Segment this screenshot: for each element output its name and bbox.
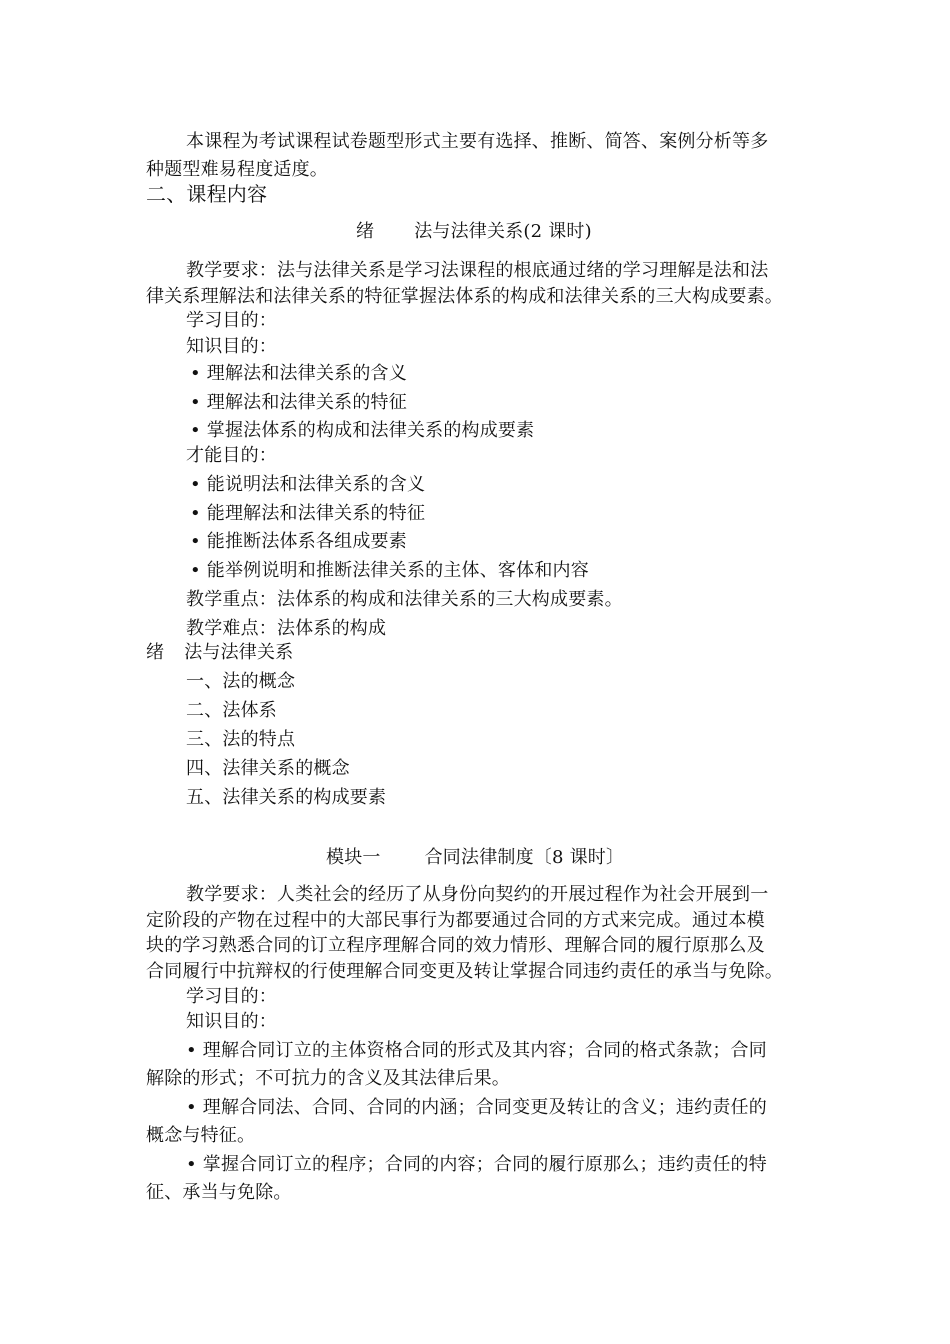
outline-item: 一、法的概念 (186, 671, 296, 692)
module-knowledge-item-line: • 理解合同法、合同、合同的内涵；合同变更及转让的含义；违约责任的 (186, 1097, 767, 1118)
teaching-difficulty: 教学难点：法体系的构成 (186, 618, 387, 639)
skill-item: • 能说明法和法律关系的含义 (190, 474, 426, 495)
module-requirement-line: 教学要求：人类社会的经历了从身份向契约的开展过程作为社会开展到一 (186, 884, 769, 905)
teaching-focus: 教学重点：法体系的构成和法律关系的三大构成要素。 (186, 589, 623, 610)
module-knowledge-item-line: • 理解合同订立的主体资格合同的形式及其内容；合同的格式条款；合同 (186, 1040, 767, 1061)
module-title-prefix: 模块一 (326, 847, 381, 868)
learning-goal-label: 学习目的： (186, 310, 277, 331)
outline-title (146, 641, 293, 665)
module-learning-goal-label: 学习目的： (186, 986, 277, 1007)
skill-item: • 能理解法和法律关系的特征 (190, 503, 426, 524)
chapter-title-prefix: 绪 (356, 221, 375, 242)
chapter-title (356, 220, 592, 244)
intro-line-1: 本课程为考试课程试卷题型形式主要有选择、推断、简答、案例分析等多 (186, 131, 769, 152)
module-title-text: 合同法律制度〔8 课时〕 (424, 847, 625, 868)
module-knowledge-item-line: 征、承当与免除。 (146, 1182, 292, 1203)
skill-goal-label: 才能目的： (186, 445, 277, 466)
section-heading: 二、课程内容 (146, 182, 268, 206)
module-title (326, 846, 624, 870)
outline-item: 五、法律关系的构成要素 (186, 787, 387, 808)
requirement-line-2: 律关系理解法和法律关系的特征掌握法体系的构成和法律关系的三大构成要素。 (146, 286, 783, 307)
knowledge-item: • 掌握法体系的构成和法律关系的构成要素 (190, 420, 535, 441)
knowledge-goal-label: 知识目的： (186, 336, 277, 357)
module-requirement-line: 合同履行中抗辩权的行使理解合同变更及转让掌握合同违约责任的承当与免除。 (146, 961, 783, 982)
outline-title-prefix: 绪 (146, 642, 165, 663)
module-knowledge-item-line: 概念与特征。 (146, 1125, 256, 1146)
module-knowledge-item-line: 解除的形式；不可抗力的含义及其法律后果。 (146, 1068, 510, 1089)
chapter-title-text: 法与法律关系(2 课时) (414, 221, 592, 242)
outline-item: 二、法体系 (186, 700, 277, 721)
skill-item: • 能举例说明和推断法律关系的主体、客体和内容 (190, 560, 589, 581)
outline-item: 四、法律关系的概念 (186, 758, 350, 779)
module-requirement-line: 定阶段的产物在过程中的大部民事行为都要通过合同的方式来完成。通过本模 (146, 910, 765, 931)
skill-item: • 能推断法体系各组成要素 (190, 531, 407, 552)
module-requirement-line: 块的学习熟悉合同的订立程序理解合同的效力情形、理解合同的履行原那么及 (146, 935, 765, 956)
module-knowledge-item-line: • 掌握合同订立的程序；合同的内容；合同的履行原那么；违约责任的特 (186, 1154, 767, 1175)
requirement-line-1: 教学要求：法与法律关系是学习法课程的根底通过绪的学习理解是法和法 (186, 260, 769, 281)
module-knowledge-goal-label: 知识目的： (186, 1011, 277, 1032)
knowledge-item: • 理解法和法律关系的特征 (190, 392, 407, 413)
knowledge-item: • 理解法和法律关系的含义 (190, 363, 407, 384)
outline-title-text: 法与法律关系 (184, 642, 294, 663)
intro-line-2: 种题型难易程度适度。 (146, 159, 328, 180)
outline-item: 三、法的特点 (186, 729, 296, 750)
